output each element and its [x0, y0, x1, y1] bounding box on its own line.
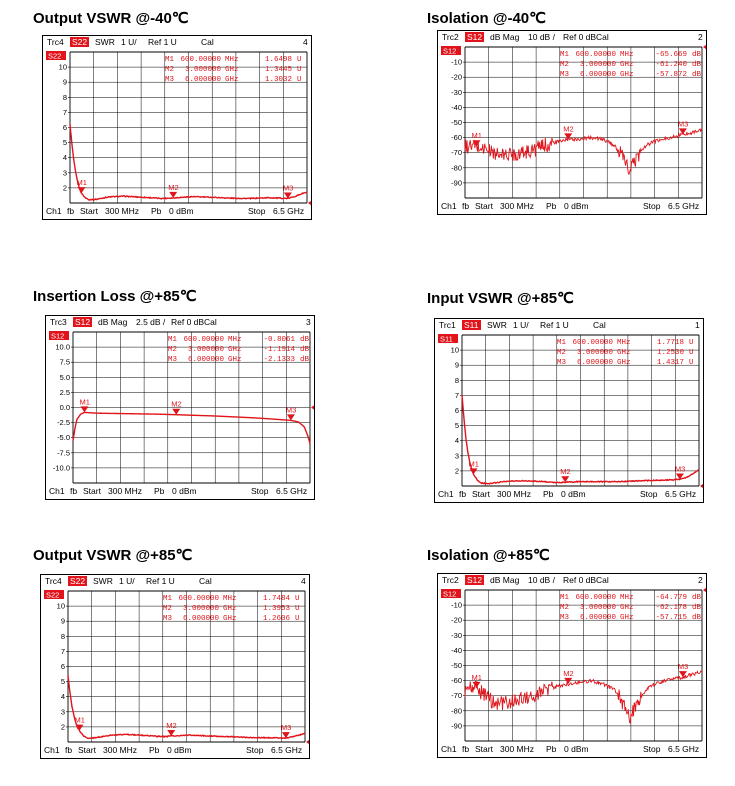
channel-label: Ch1: [438, 489, 454, 499]
marker-label: M1: [471, 131, 482, 141]
marker-table-freq: 3.000000: [184, 66, 221, 74]
marker-table-freq: 600.00000: [178, 595, 219, 603]
y-tick-label: 6: [60, 662, 65, 671]
corner-param-label: S22: [46, 590, 60, 600]
plot-area: [46, 316, 314, 499]
stop-freq: 6.5 GHz: [273, 206, 305, 216]
channel-number: 4: [301, 576, 306, 586]
channel-label: Ch1: [44, 745, 60, 755]
channel-number: 4: [303, 37, 308, 47]
trace-ref: Ref 0 dB: [171, 317, 205, 327]
chart-title: Isolation @-40℃: [427, 10, 546, 27]
trace-param-badge: S12: [467, 32, 483, 42]
y-tick-label: 3: [62, 168, 67, 178]
marker-table-freq-unit: GHz: [620, 71, 634, 79]
marker-table-name: M3: [556, 359, 566, 367]
start-label: Start: [80, 206, 98, 216]
y-tick-label: 7: [60, 646, 65, 656]
marker-table-freq: 600.00000: [575, 51, 616, 59]
marker-table-name: M3: [559, 614, 569, 622]
marker-label: M2: [168, 182, 179, 192]
corner-param-label: S12: [443, 46, 457, 56]
pb-label: Pb: [546, 744, 557, 754]
marker-label: M3: [285, 405, 297, 415]
marker-table-value-unit: dB: [300, 336, 310, 344]
trace-param-badge: S12: [75, 317, 91, 327]
y-tick-label: 4: [60, 692, 65, 702]
marker-table-value-unit: U: [689, 339, 694, 347]
y-tick-label: -10.0: [52, 463, 70, 473]
marker-table-freq-unit: MHz: [620, 51, 634, 59]
start-label: Start: [475, 744, 493, 754]
y-tick-label: -70: [451, 691, 462, 701]
marker-table-freq-unit: GHz: [225, 76, 239, 84]
power-level: 0 dBm: [564, 201, 589, 211]
plot-area: [41, 575, 309, 758]
fb-label: fb: [67, 206, 75, 216]
reference-marker-arrow: [306, 739, 309, 746]
marker-table-freq-unit: GHz: [617, 359, 631, 367]
marker-table-freq-unit: MHz: [225, 56, 239, 64]
marker-table-value: -1.1914: [263, 346, 295, 354]
marker-table-freq: 6.000000: [579, 71, 616, 79]
marker-table-value-unit: dB: [692, 71, 702, 79]
marker-label: M2: [563, 668, 574, 678]
marker-table-value: -64.779: [655, 594, 687, 602]
cal-label: Cal: [199, 576, 212, 586]
trace-param-badge: S22: [72, 37, 88, 47]
marker-table-value: 1.3032: [264, 76, 292, 84]
y-tick-label: -30: [451, 630, 462, 640]
stop-label: Stop: [251, 486, 269, 496]
y-tick-label: -20: [451, 615, 462, 625]
analyzer-frame: [437, 573, 707, 758]
marker-table-value-unit: dB: [692, 614, 702, 622]
marker-table-value-unit: U: [297, 66, 302, 74]
trace-ref: Ref 0 dB: [563, 575, 597, 585]
marker-label: M1: [76, 178, 87, 188]
marker-table-value: -2.1333: [263, 356, 295, 364]
marker-table-value: 1.2530: [656, 349, 684, 357]
plot-area: [438, 574, 706, 757]
marker-label: M3: [674, 464, 686, 474]
marker-table-value: 1.7484: [262, 595, 290, 603]
marker-table-freq: 6.000000: [184, 76, 221, 84]
marker-table-freq-unit: GHz: [225, 66, 239, 74]
marker-table-freq: 600.00000: [183, 336, 224, 344]
marker-label: M3: [282, 183, 294, 193]
marker-table-freq-unit: GHz: [620, 604, 634, 612]
pb-label: Pb: [151, 206, 162, 216]
marker-table-name: M3: [167, 356, 177, 364]
reference-marker-arrow: [703, 44, 706, 51]
chart-title: Input VSWR @+85℃: [427, 290, 574, 307]
analyzer-frame: [437, 30, 707, 215]
marker-table-freq-unit: GHz: [620, 614, 634, 622]
start-freq: 300 MHz: [105, 206, 140, 216]
marker-table-name: M2: [556, 349, 566, 357]
marker-triangle: [679, 128, 687, 134]
y-tick-label: 10: [56, 601, 65, 611]
marker-table-freq-unit: MHz: [223, 595, 237, 603]
marker-table-value: 1.4317: [656, 359, 684, 367]
marker-triangle: [172, 409, 180, 415]
y-tick-label: 5: [454, 421, 459, 431]
y-tick-label: -30: [451, 87, 462, 97]
trace-param-badge: S22: [70, 576, 86, 586]
chart-title: Insertion Loss @+85℃: [33, 288, 197, 305]
y-tick-label: 7: [62, 107, 67, 117]
start-label: Start: [475, 201, 493, 211]
trace-format: dB Mag: [98, 317, 128, 327]
y-tick-label: 10: [58, 62, 67, 72]
marker-triangle: [472, 682, 480, 688]
reference-marker-arrow: [308, 200, 311, 207]
cal-label: Cal: [596, 575, 609, 585]
marker-label: M2: [560, 467, 571, 477]
stop-label: Stop: [248, 206, 266, 216]
trace-param-badge: S11: [464, 320, 479, 330]
marker-triangle: [77, 187, 85, 193]
trace-name: Trc4: [45, 576, 62, 586]
trace-format: dB Mag: [490, 32, 520, 42]
pb-label: Pb: [546, 201, 557, 211]
y-tick-label: 5.0: [59, 372, 70, 382]
marker-table-name: M3: [164, 76, 174, 84]
marker-label: M2: [563, 124, 574, 134]
trace-scale: 10 dB /: [528, 575, 555, 585]
channel-number: 1: [695, 320, 700, 330]
pb-label: Pb: [154, 486, 165, 496]
trace-scale: 1 U/: [121, 37, 137, 47]
y-tick-label: -60: [451, 133, 462, 143]
trace-name: Trc4: [47, 37, 64, 47]
stop-freq: 6.5 GHz: [668, 201, 700, 211]
y-tick-label: -5.0: [57, 433, 70, 443]
marker-table-value-unit: U: [297, 56, 302, 64]
trace-scale: 1 U/: [513, 320, 529, 330]
y-tick-label: -50: [451, 118, 462, 127]
marker-table-freq: 600.00000: [575, 594, 616, 602]
fb-label: fb: [462, 201, 470, 211]
marker-table-freq-unit: MHz: [617, 339, 631, 347]
start-freq: 300 MHz: [108, 486, 143, 496]
marker-table-name: M3: [559, 71, 569, 79]
y-tick-label: 5: [60, 677, 65, 687]
analyzer-frame: [42, 35, 312, 220]
marker-table-value: -61.240: [655, 61, 687, 69]
marker-table-freq: 600.00000: [572, 339, 613, 347]
y-tick-label: 7.5: [59, 357, 70, 367]
marker-triangle: [80, 406, 88, 412]
plot-area: [435, 319, 703, 502]
y-tick-label: -2.5: [57, 418, 70, 428]
trace-scale: 10 dB /: [528, 32, 555, 42]
marker-table-value-unit: dB: [692, 594, 702, 602]
channel-label: Ch1: [441, 744, 457, 754]
fb-label: fb: [65, 745, 73, 755]
y-tick-label: -80: [451, 163, 462, 173]
power-level: 0 dBm: [169, 206, 194, 216]
marker-table-name: M1: [167, 336, 177, 344]
marker-triangle: [167, 730, 175, 736]
marker-table-value-unit: U: [689, 359, 694, 367]
marker-table-name: M3: [162, 615, 172, 623]
marker-table-value-unit: dB: [692, 51, 702, 59]
trace-name: Trc2: [442, 32, 459, 42]
channel-number: 2: [698, 32, 703, 42]
y-tick-label: 0.0: [59, 403, 70, 412]
corner-param-label: S22: [48, 51, 62, 61]
chart-title: Isolation @+85℃: [427, 547, 550, 564]
marker-table-freq: 6.000000: [182, 615, 219, 623]
marker-table-value-unit: U: [295, 605, 300, 613]
y-tick-label: -10: [451, 600, 462, 610]
y-tick-label: 2: [60, 722, 65, 732]
trace-name: Trc1: [439, 320, 456, 330]
fb-label: fb: [462, 744, 470, 754]
y-tick-label: -60: [451, 676, 462, 686]
y-tick-label: 5: [62, 138, 67, 148]
marker-table-name: M1: [164, 56, 174, 64]
marker-table-value-unit: U: [295, 595, 300, 603]
trace-name: Trc2: [442, 575, 459, 585]
marker-table-freq: 3.000000: [187, 346, 224, 354]
cal-label: Cal: [593, 320, 606, 330]
trace-ref: Ref 1 U: [146, 576, 175, 586]
marker-triangle: [75, 725, 83, 731]
channel-number: 3: [306, 317, 311, 327]
marker-table-value-unit: dB: [300, 346, 310, 354]
marker-table-value: 1.3445: [264, 66, 292, 74]
marker-table-freq: 6.000000: [187, 356, 224, 364]
marker-table-value: 1.3953: [262, 605, 290, 613]
marker-table-freq: 3.000000: [182, 605, 219, 613]
marker-table-name: M2: [559, 604, 569, 612]
y-tick-label: 9: [62, 77, 67, 87]
stop-freq: 6.5 GHz: [665, 489, 697, 499]
marker-table-name: M1: [559, 594, 569, 602]
channel-number: 2: [698, 575, 703, 585]
y-tick-label: -20: [451, 72, 462, 82]
power-level: 0 dBm: [564, 744, 589, 754]
stop-freq: 6.5 GHz: [271, 745, 303, 755]
marker-label: M1: [468, 459, 479, 469]
cal-label: Cal: [596, 32, 609, 42]
marker-label: M2: [171, 399, 182, 409]
y-tick-label: 9: [454, 360, 459, 370]
pb-label: Pb: [543, 489, 554, 499]
marker-table-value-unit: dB: [692, 61, 702, 69]
trace-format: SWR: [95, 37, 115, 47]
trace-scale: 1 U/: [119, 576, 135, 586]
marker-label: M2: [166, 720, 177, 730]
y-tick-label: 8: [454, 375, 459, 385]
fb-label: fb: [459, 489, 467, 499]
trace-param-badge: S12: [467, 575, 483, 585]
start-freq: 300 MHz: [500, 201, 535, 211]
marker-label: M3: [280, 723, 292, 733]
marker-table-freq: 6.000000: [576, 359, 613, 367]
y-tick-label: -50: [451, 661, 462, 670]
marker-table-value: 1.6498: [264, 56, 292, 64]
trace-name: Trc3: [50, 317, 67, 327]
marker-table-value: 1.2606: [262, 615, 290, 623]
y-tick-label: 4: [62, 153, 67, 163]
y-tick-label: 8: [62, 92, 67, 102]
y-tick-label: 6: [454, 406, 459, 415]
pb-label: Pb: [149, 745, 160, 755]
y-tick-label: 10: [450, 345, 459, 355]
start-freq: 300 MHz: [500, 744, 535, 754]
reference-marker-arrow: [311, 404, 314, 411]
marker-table-freq: 600.00000: [180, 56, 221, 64]
power-level: 0 dBm: [172, 486, 197, 496]
y-tick-label: 3: [454, 451, 459, 461]
y-tick-label: 2: [62, 183, 67, 193]
marker-table-name: M2: [162, 605, 172, 613]
reference-marker-arrow: [703, 587, 706, 594]
marker-table-value: -0.8061: [263, 336, 295, 344]
y-tick-label: -90: [451, 178, 462, 188]
marker-table-value-unit: U: [295, 615, 300, 623]
plot-area: [438, 31, 706, 214]
y-tick-label: -40: [451, 102, 462, 112]
y-tick-label: 7: [454, 390, 459, 400]
marker-table-value: -57.715: [655, 614, 687, 622]
marker-table-freq-unit: MHz: [620, 594, 634, 602]
marker-table-freq-unit: GHz: [223, 605, 237, 613]
marker-table-value-unit: dB: [300, 356, 310, 364]
marker-table-value: -65.669: [655, 51, 687, 59]
marker-table-freq: 3.000000: [576, 349, 613, 357]
marker-table-freq-unit: GHz: [228, 346, 242, 354]
stop-label: Stop: [640, 489, 658, 499]
start-freq: 300 MHz: [497, 489, 532, 499]
marker-table-value-unit: U: [297, 76, 302, 84]
cal-label: Cal: [204, 317, 217, 327]
marker-table-value: -62.178: [655, 604, 687, 612]
marker-table-name: M2: [167, 346, 177, 354]
trace-format: SWR: [93, 576, 113, 586]
y-tick-label: 2.5: [59, 387, 70, 397]
analyzer-frame: [40, 574, 310, 759]
marker-table-value-unit: dB: [692, 604, 702, 612]
start-label: Start: [472, 489, 490, 499]
start-label: Start: [78, 745, 96, 755]
stop-label: Stop: [643, 744, 661, 754]
stop-freq: 6.5 GHz: [276, 486, 308, 496]
trace-format: SWR: [487, 320, 507, 330]
y-tick-label: -10: [451, 57, 462, 67]
analyzer-frame: [434, 318, 704, 503]
plot-area: [43, 36, 311, 219]
fb-label: fb: [70, 486, 78, 496]
marker-table-name: M2: [559, 61, 569, 69]
marker-table-name: M1: [556, 339, 566, 347]
y-tick-label: -70: [451, 148, 462, 158]
y-tick-label: -80: [451, 706, 462, 716]
corner-param-label: S12: [51, 331, 65, 341]
marker-table-value: -57.872: [655, 71, 687, 79]
marker-table-freq-unit: GHz: [223, 615, 237, 623]
chart-title: Output VSWR @+85℃: [33, 547, 193, 564]
y-tick-label: 6: [62, 123, 67, 132]
marker-label: M1: [74, 715, 85, 725]
stop-freq: 6.5 GHz: [668, 744, 700, 754]
power-level: 0 dBm: [167, 745, 192, 755]
marker-table-value: 1.7718: [656, 339, 684, 347]
start-label: Start: [83, 486, 101, 496]
marker-table-freq-unit: GHz: [620, 61, 634, 69]
marker-table-freq: 3.000000: [579, 604, 616, 612]
corner-param-label: S12: [443, 589, 457, 599]
channel-label: Ch1: [49, 486, 65, 496]
channel-label: Ch1: [46, 206, 62, 216]
y-tick-label: 2: [454, 466, 459, 476]
marker-table-freq-unit: GHz: [617, 349, 631, 357]
marker-table-freq: 3.000000: [579, 61, 616, 69]
y-tick-label: 8: [60, 631, 65, 641]
trace-ref: Ref 1 U: [540, 320, 569, 330]
marker-table-name: M1: [559, 51, 569, 59]
y-tick-label: 4: [454, 436, 459, 446]
marker-table-value-unit: U: [689, 349, 694, 357]
power-level: 0 dBm: [561, 489, 586, 499]
marker-table-freq-unit: GHz: [228, 356, 242, 364]
trace-scale: 2.5 dB /: [136, 317, 166, 327]
trace-ref: Ref 1 U: [148, 37, 177, 47]
y-tick-label: -90: [451, 721, 462, 731]
marker-label: M1: [471, 672, 482, 682]
start-freq: 300 MHz: [103, 745, 138, 755]
y-tick-label: -40: [451, 645, 462, 655]
marker-table-freq-unit: MHz: [228, 336, 242, 344]
cal-label: Cal: [201, 37, 214, 47]
marker-label: M3: [677, 119, 689, 129]
stop-label: Stop: [246, 745, 264, 755]
y-tick-label: 3: [60, 707, 65, 717]
marker-triangle: [469, 468, 477, 474]
marker-table-name: M1: [162, 595, 172, 603]
trace-format: dB Mag: [490, 575, 520, 585]
marker-label: M1: [79, 397, 90, 407]
analyzer-frame: [45, 315, 315, 500]
channel-label: Ch1: [441, 201, 457, 211]
marker-table-name: M2: [164, 66, 174, 74]
reference-marker-arrow: [700, 483, 703, 490]
marker-label: M3: [677, 662, 689, 672]
stop-label: Stop: [643, 201, 661, 211]
chart-title: Output VSWR @-40℃: [33, 10, 189, 27]
y-tick-label: 10.0: [55, 342, 70, 352]
marker-table-freq: 6.000000: [579, 614, 616, 622]
y-tick-label: -7.5: [57, 448, 70, 458]
corner-param-label: S11: [440, 334, 453, 344]
trace-ref: Ref 0 dB: [563, 32, 597, 42]
y-tick-label: 9: [60, 616, 65, 626]
